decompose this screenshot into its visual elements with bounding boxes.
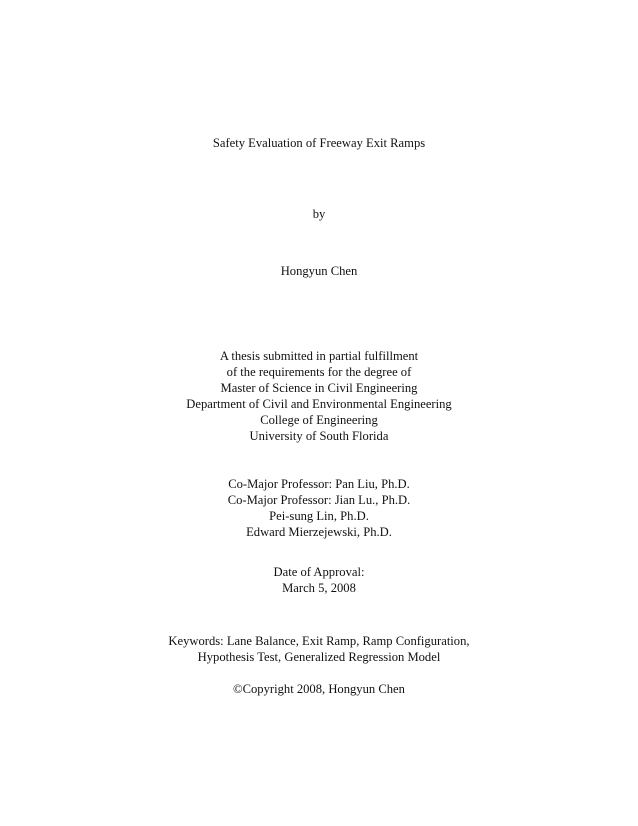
- thesis-title-text: Safety Evaluation of Freeway Exit Ramps: [212, 136, 426, 150]
- author-name-text: Hongyun Chen: [280, 264, 358, 278]
- committee-member: Co-Major Professor: Pan Liu, Ph.D.: [228, 477, 410, 491]
- keywords-line: Hypothesis Test, Generalized Regression Model: [197, 650, 441, 664]
- thesis-statement-line: of the requirements for the degree of: [226, 365, 412, 379]
- thesis-statement-line: A thesis submitted in partial fulfillment: [219, 349, 419, 363]
- committee-member: Pei-sung Lin, Ph.D.: [269, 509, 369, 523]
- by-text: by: [312, 207, 326, 221]
- by-line: [0, 206, 638, 222]
- thesis-statement-line: College of Engineering: [260, 413, 378, 427]
- copyright-text: ©Copyright 2008, Hongyun Chen: [233, 682, 405, 696]
- approval-date-value: March 5, 2008: [282, 581, 356, 595]
- thesis-statement: [0, 348, 638, 444]
- author-name: [0, 263, 638, 279]
- thesis-statement-line: Department of Civil and Environmental Engineering: [186, 397, 452, 411]
- thesis-statement-line: Master of Science in Civil Engineering: [220, 381, 418, 395]
- copyright-notice: [0, 681, 638, 697]
- keywords: [0, 633, 638, 665]
- approval-label: Date of Approval:: [273, 565, 365, 579]
- committee-member: Edward Mierzejewski, Ph.D.: [246, 525, 392, 539]
- thesis-statement-line: University of South Florida: [249, 429, 389, 443]
- committee-member: Co-Major Professor: Jian Lu., Ph.D.: [227, 493, 411, 507]
- committee-list: [0, 476, 638, 540]
- thesis-title: [0, 135, 638, 151]
- approval-date: [0, 564, 638, 596]
- keywords-line: Keywords: Lane Balance, Exit Ramp, Ramp Configuration,: [168, 634, 470, 648]
